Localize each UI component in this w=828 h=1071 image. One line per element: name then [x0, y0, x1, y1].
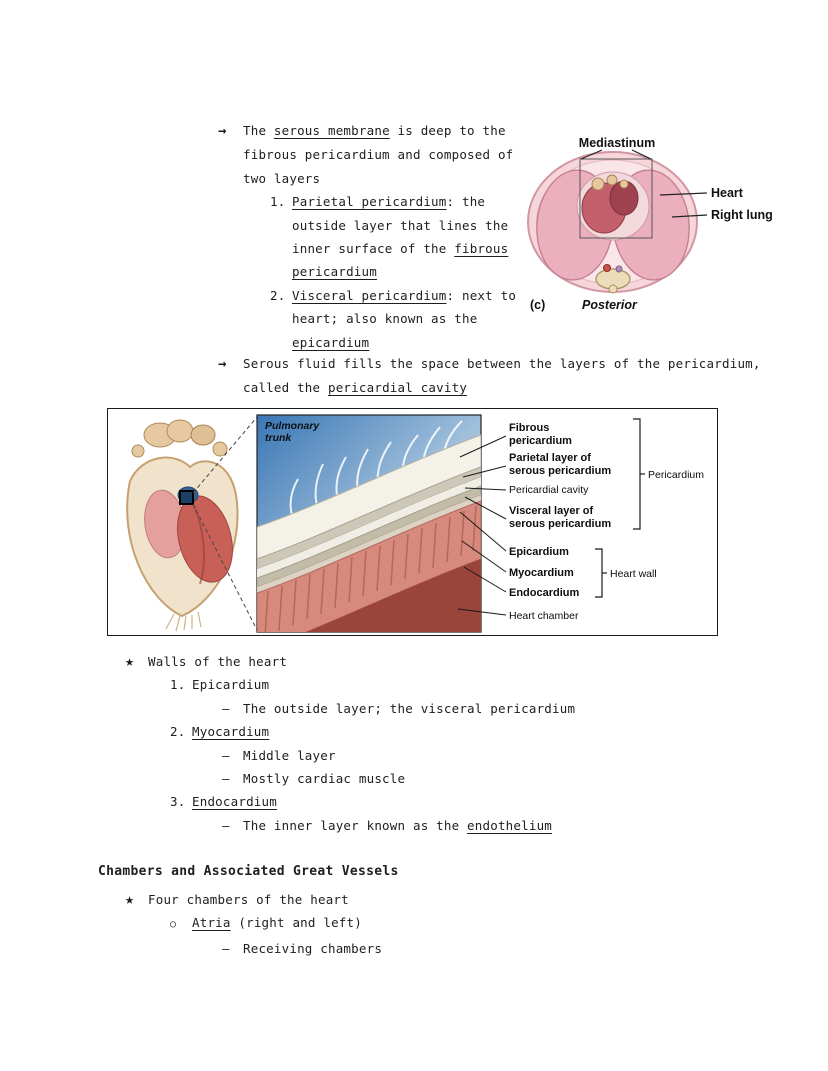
- note-line: [125, 650, 575, 673]
- thorax-cross-section-figure: [520, 128, 822, 318]
- pulmonary-trunk-label-line1: Pulmonary: [265, 420, 320, 432]
- underlined-term: Endocardium: [192, 794, 277, 810]
- star-bullet-icon: ★: [125, 652, 135, 670]
- underlined-term: serous membrane: [273, 123, 390, 138]
- text-segment: Mostly cardiac muscle: [243, 771, 406, 787]
- note-line: [125, 744, 575, 767]
- vessel-stub: [132, 445, 144, 457]
- note-line: [125, 888, 382, 911]
- heart-wall-bracket: [595, 549, 602, 597]
- note-line: [218, 284, 516, 307]
- pericardium-layers-figure: [107, 408, 718, 636]
- pericardium-bracket: [633, 419, 640, 529]
- section-title: Walls of the heart: [148, 654, 288, 669]
- text-segment: : next to: [446, 287, 517, 303]
- serous-membrane-note: [218, 119, 516, 354]
- note-line: [218, 237, 516, 260]
- dash-bullet-icon: –: [222, 940, 230, 956]
- text-segment: Epicardium: [192, 677, 270, 693]
- text-segment: (right and left): [230, 915, 362, 931]
- note-line: [125, 937, 382, 960]
- spinous-process-shape: [609, 285, 617, 293]
- text-segment: The inner layer known as the: [243, 817, 468, 833]
- text-segment: is deep to the: [389, 123, 506, 138]
- great-vessel-shape: [191, 425, 215, 445]
- parietal-layer-label-line2: serous pericardium: [509, 465, 612, 477]
- great-vessel-shape: [607, 175, 617, 185]
- list-number: 1.: [170, 677, 186, 693]
- chambers-section: [125, 888, 382, 960]
- note-line: [218, 214, 516, 237]
- note-line: [218, 190, 516, 213]
- note-line: [218, 352, 761, 376]
- dash-bullet-icon: –: [222, 747, 230, 763]
- underlined-term: Myocardium: [192, 724, 270, 740]
- text-segment: two layers: [243, 170, 321, 186]
- text-segment: heart; also known as the: [292, 311, 478, 327]
- underlined-term: pericardial cavity: [327, 380, 468, 396]
- note-line: [125, 673, 575, 696]
- dash-bullet-icon: –: [222, 771, 230, 787]
- list-number: 1.: [270, 194, 286, 210]
- pericardial-cavity-label: Pericardial cavity: [509, 484, 589, 496]
- note-line: [218, 307, 516, 330]
- fibrous-pericardium-label-line2: pericardium: [509, 435, 572, 447]
- underlined-term: pericardium: [292, 264, 377, 280]
- esophagus-dot: [616, 266, 622, 272]
- list-number: 2.: [170, 724, 186, 740]
- vessel-stub: [213, 442, 227, 456]
- underlined-term: endothelium: [467, 817, 553, 833]
- text-segment: Middle layer: [243, 747, 336, 763]
- pericardium-group-label: Pericardium: [648, 469, 705, 481]
- note-line: [125, 767, 575, 790]
- heart-label: Heart: [711, 186, 743, 200]
- text-segment: called the: [243, 380, 328, 396]
- visceral-layer-label-line1: Visceral layer of: [509, 505, 594, 517]
- star-bullet-icon: ★: [125, 890, 135, 908]
- list-number: 3.: [170, 794, 186, 810]
- visceral-layer-label-line2: serous pericardium: [509, 518, 612, 530]
- underlined-term: epicardium: [292, 334, 370, 350]
- note-line: [218, 119, 516, 143]
- chambers-heading: Chambers and Associated Great Vessels: [98, 864, 399, 879]
- note-line: [125, 814, 575, 837]
- thorax-illustration: [528, 152, 697, 293]
- note-line: [218, 376, 761, 399]
- mediastinum-label: Mediastinum: [578, 136, 656, 150]
- note-line: [218, 331, 516, 354]
- parietal-layer-label-line1: Parietal layer of: [509, 452, 591, 464]
- heart-wall-group-label: Heart wall: [610, 568, 657, 580]
- text-segment: The: [243, 123, 274, 138]
- arrow-bullet-icon: →: [218, 356, 227, 372]
- note-line: [125, 697, 575, 720]
- fibrous-pericardium-label-line1: Fibrous: [509, 422, 550, 434]
- note-line: [125, 911, 382, 936]
- text-segment: The outside layer; the visceral pericardium: [243, 700, 576, 716]
- note-line: [218, 260, 516, 283]
- heart-overview-illustration: [127, 417, 257, 631]
- dash-bullet-icon: –: [222, 700, 230, 716]
- underlined-term: fibrous: [454, 241, 509, 257]
- right-lung-label: Right lung: [711, 208, 773, 222]
- text-segment: : the: [446, 194, 486, 210]
- panel-letter-label: (c): [530, 298, 546, 312]
- list-number: 2.: [270, 287, 286, 303]
- aorta-dot: [604, 265, 611, 272]
- note-line: [125, 790, 575, 813]
- zoom-region-box: [180, 491, 193, 504]
- pulmonary-vessel-shape: [167, 420, 193, 442]
- myocardium-label: Myocardium: [509, 567, 574, 579]
- text-segment: Four chambers of the heart: [148, 892, 349, 907]
- pulmonary-trunk-label-line2: trunk: [265, 432, 292, 444]
- heart-chamber-label: Heart chamber: [509, 610, 579, 622]
- serous-fluid-note: [218, 352, 761, 400]
- text-segment: fibrous pericardium and composed of: [243, 147, 514, 163]
- great-vessel-shape: [592, 178, 604, 190]
- walls-of-heart-section: [125, 650, 575, 837]
- text-segment: Receiving chambers: [243, 940, 383, 956]
- text-segment: inner surface of the: [292, 241, 455, 257]
- great-vessel-shape: [620, 180, 628, 188]
- note-line: [125, 720, 575, 743]
- underlined-term: Visceral pericardium: [292, 287, 447, 303]
- layer-labels: [458, 419, 704, 622]
- circle-bullet-icon: ○: [170, 919, 177, 931]
- text-segment: outside layer that lines the: [292, 217, 509, 233]
- text-segment: Serous fluid fills the space between the layers of the pericardium,: [243, 356, 761, 371]
- note-line: [218, 167, 516, 190]
- underlined-term: Parietal pericardium: [292, 194, 447, 210]
- note-line: [218, 143, 516, 166]
- arrow-bullet-icon: →: [218, 123, 227, 139]
- underlined-term: Atria: [192, 915, 231, 931]
- posterior-caption: Posterior: [582, 298, 637, 312]
- epicardium-label: Epicardium: [509, 546, 569, 558]
- layers-zoom-panel: [257, 415, 481, 634]
- dash-bullet-icon: –: [222, 817, 230, 833]
- endocardium-label: Endocardium: [509, 587, 580, 599]
